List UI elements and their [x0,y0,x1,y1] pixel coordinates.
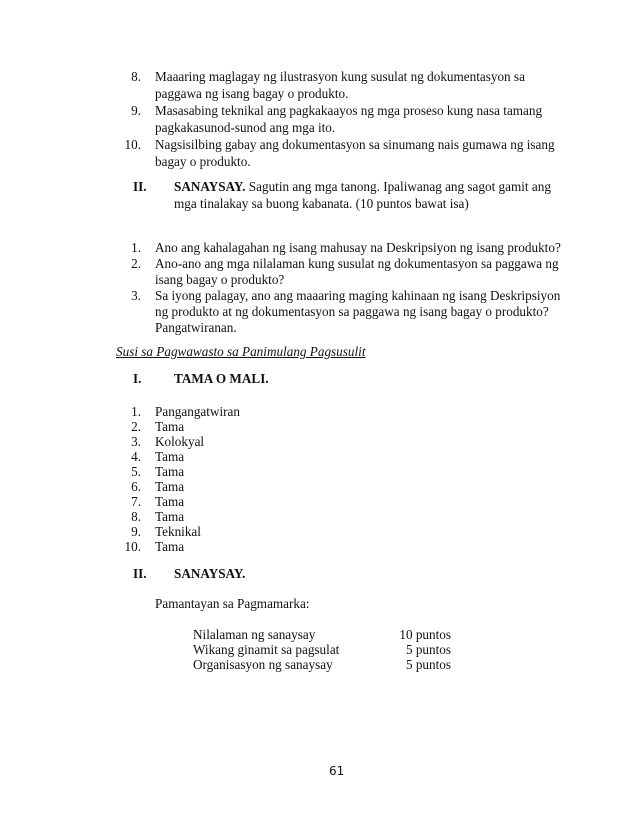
rubric-criterion: Nilalaman ng sanaysay [193,627,316,642]
list-item-line: paggawa ng isang bagay o produkto. [155,86,349,101]
rubric-points: 10 puntos [399,627,451,642]
list-item-line: Nagsisilbing gabay ang dokumentasyon sa sinumang nais gumawa ng isang [155,137,555,152]
section-instruction [174,179,551,195]
rubric-criterion: Wikang ginamit sa pagsulat [193,642,340,657]
answer-text: Tama [155,419,185,434]
list-item-line: Maaaring maglagay ng ilustrasyon kung susulat ng dokumentasyon sa [155,69,525,84]
question-line: ng produkto at ng dokumentasyon sa paggawa ng isang bagay o produkto? [155,304,549,319]
list-number: 10. [124,137,141,152]
answer-text: Tama [155,449,185,464]
answer-number: 3. [131,434,141,449]
question-line: Pangatwiranan. [155,320,237,335]
answer-text: Tama [155,494,185,509]
rubric-title: Pamantayan sa Pagmamarka: [155,596,310,611]
key-section-heading: TAMA O MALI. [174,371,269,386]
answer-text: Tama [155,464,185,479]
answer-key-title: Susi sa Pagwawasto sa Panimulang Pagsusulit [116,344,366,359]
question-line: Ano-ano ang mga nilalaman kung susulat ng dokumentasyon sa paggawa ng [155,256,559,271]
section-roman: II. [133,179,147,194]
section-heading: SANAYSAY. [174,179,246,194]
list-number: 9. [131,103,141,118]
list-number: 8. [131,69,141,84]
answer-number: 2. [131,419,141,434]
question-number: 1. [131,240,141,255]
answer-number: 8. [131,509,141,524]
answer-number: 5. [131,464,141,479]
question-line: Ano ang kahalagahan ng isang mahusay na Deskripsiyon ng isang produkto? [155,240,561,255]
key-section-heading: SANAYSAY. [174,566,246,581]
question-number: 2. [131,256,141,271]
answer-number: 4. [131,449,141,464]
answer-text: Kolokyal [155,434,205,449]
page-number: 61 [329,764,345,778]
question-line: isang bagay o produkto? [155,272,285,287]
question-line: Sa iyong palagay, ano ang maaaring maging kahinaan ng isang Deskripsiyon [155,288,561,303]
answer-text: Tama [155,539,185,554]
instruction-text-line2: mga tinalakay sa buong kabanata. (10 puntos bawat isa) [174,196,469,211]
question-number: 3. [131,288,141,303]
instruction-text: Sagutin ang mga tanong. Ipaliwanag ang sagot gamit ang [245,179,551,194]
list-item-line: pagkakasunod-sunod ang mga ito. [155,120,336,135]
key-section-roman: I. [133,371,142,386]
rubric-criterion: Organisasyon ng sanaysay [193,657,333,672]
answer-number: 9. [131,524,141,539]
rubric-points: 5 puntos [405,657,451,672]
key-section-roman: II. [133,566,147,581]
list-item-line: Masasabing teknikal ang pagkakaayos ng mga proseso kung nasa tamang [155,103,543,118]
answer-text: Teknikal [155,524,201,539]
rubric-points: 5 puntos [405,642,451,657]
answer-text: Tama [155,479,185,494]
answer-text: Pangangatwiran [155,404,240,419]
answer-text: Tama [155,509,185,524]
list-item-line: bagay o produkto. [155,154,251,169]
answer-number: 6. [131,479,141,494]
answer-number: 1. [131,404,141,419]
answer-number: 7. [131,494,141,509]
answer-number: 10. [124,539,141,554]
